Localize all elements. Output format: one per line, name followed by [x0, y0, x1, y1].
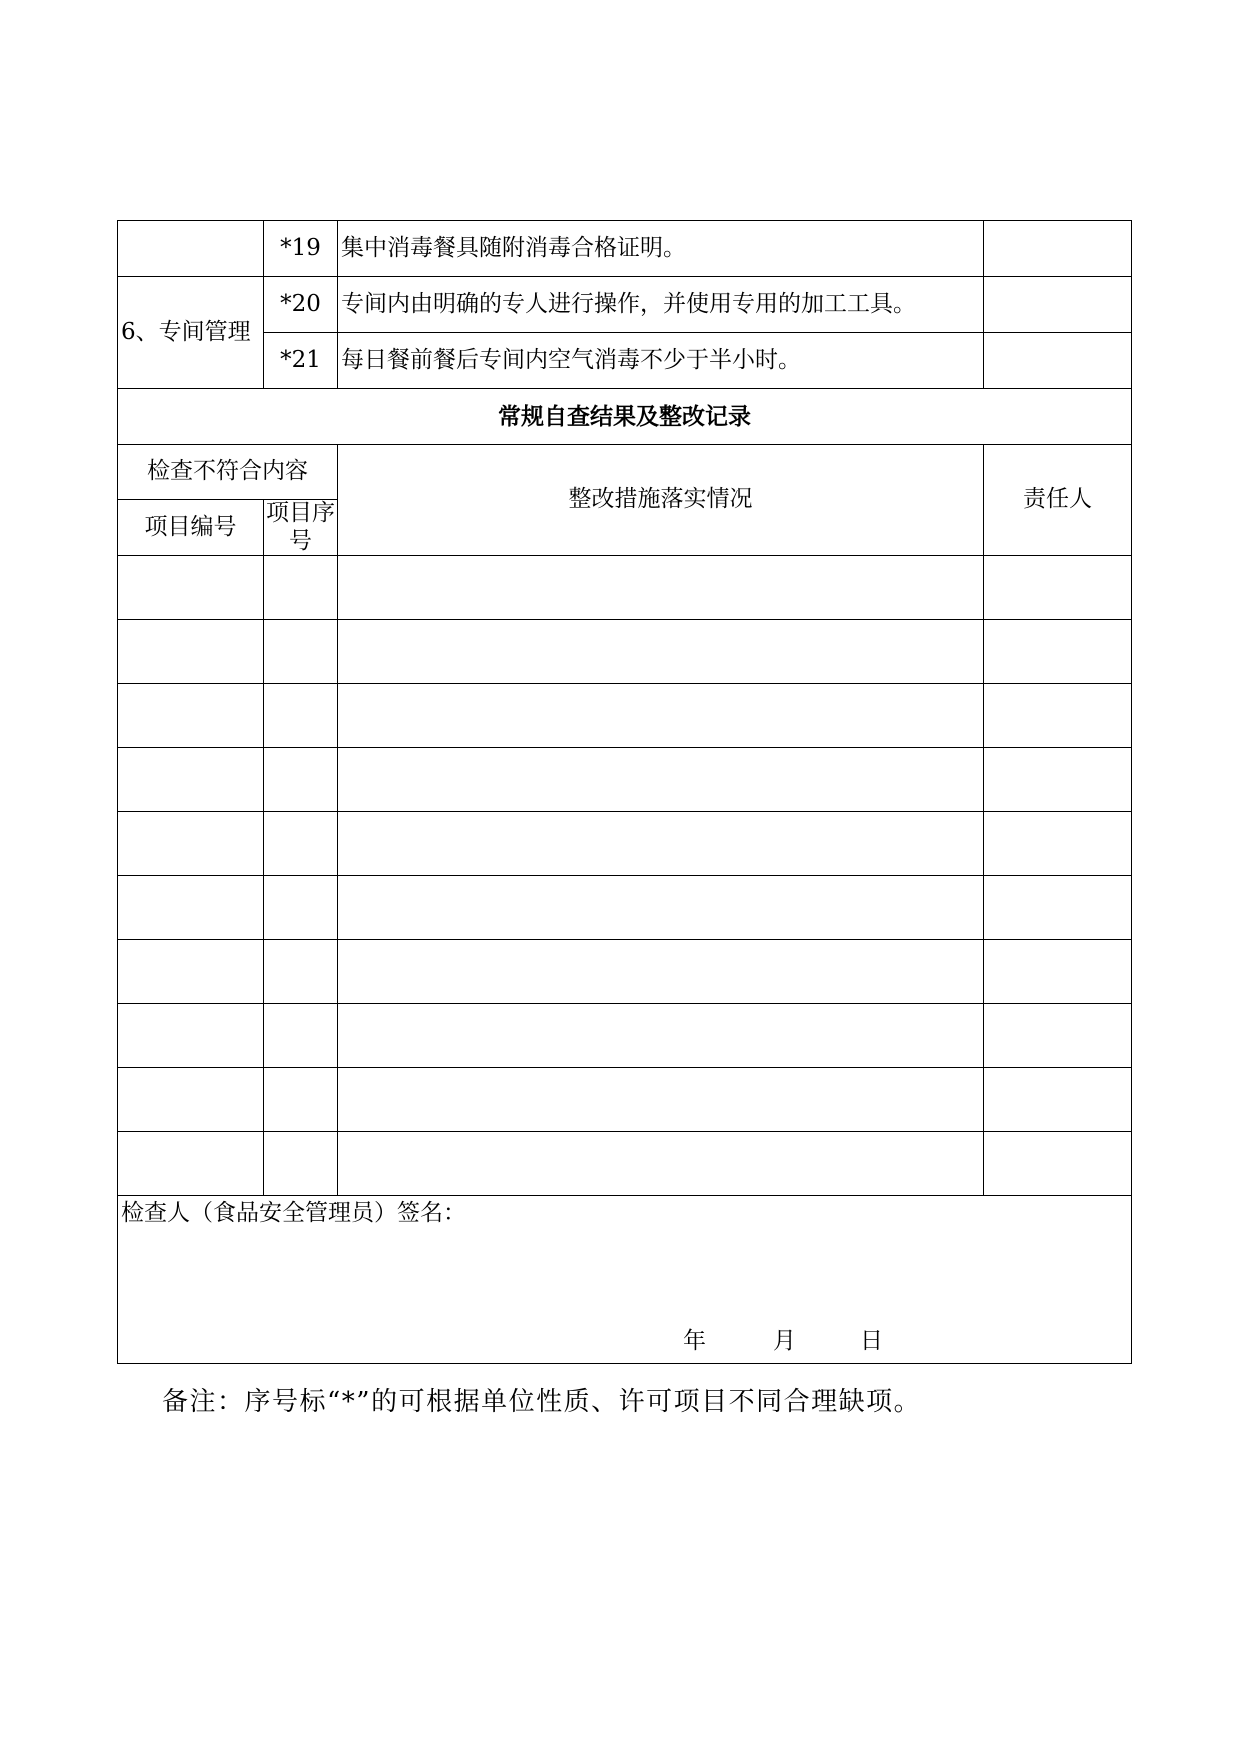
item-text: 每日餐前餐后专间内空气消毒不少于半小时。 [338, 333, 984, 389]
item-seq-cell[interactable] [264, 812, 338, 876]
responsible-cell[interactable] [984, 620, 1132, 684]
item-text: 专间内由明确的专人进行操作，并使用专用的加工工具。 [338, 277, 984, 333]
item-seq-cell[interactable] [264, 620, 338, 684]
responsible-cell[interactable] [984, 1004, 1132, 1068]
header-item-seq: 项目序号 [264, 500, 338, 556]
item-seq-cell[interactable] [264, 1004, 338, 1068]
responsible-cell[interactable] [984, 940, 1132, 1004]
record-row [118, 684, 1132, 748]
responsible-cell[interactable] [984, 812, 1132, 876]
signature-row [118, 1196, 1132, 1364]
record-row [118, 940, 1132, 1004]
measures-cell[interactable] [338, 1132, 984, 1196]
item-code-cell[interactable] [118, 620, 264, 684]
record-row [118, 748, 1132, 812]
category-cell [118, 221, 264, 277]
item-code-cell[interactable] [118, 812, 264, 876]
measures-cell[interactable] [338, 1004, 984, 1068]
header-measures: 整改措施落实情况 [338, 445, 984, 556]
record-row [118, 556, 1132, 620]
record-row [118, 1004, 1132, 1068]
inspection-table [117, 220, 1132, 1364]
item-code-cell[interactable] [118, 940, 264, 1004]
item-code-cell[interactable] [118, 1132, 264, 1196]
responsible-cell[interactable] [984, 684, 1132, 748]
date-month: 月 [773, 1328, 796, 1355]
item-seq-cell[interactable] [264, 684, 338, 748]
category-label: 6、专间管理 [118, 277, 264, 389]
item-seq-cell[interactable] [264, 876, 338, 940]
responsible-cell[interactable] [984, 1068, 1132, 1132]
item-code-cell[interactable] [118, 748, 264, 812]
section-title-row [118, 389, 1132, 445]
measures-cell[interactable] [338, 812, 984, 876]
header-item-code: 项目编号 [118, 500, 264, 556]
item-seq-cell[interactable] [264, 748, 338, 812]
item-number: *20 [264, 277, 338, 333]
item-code-cell[interactable] [118, 684, 264, 748]
item-seq-cell[interactable] [264, 1068, 338, 1132]
measures-cell[interactable] [338, 748, 984, 812]
item-seq-cell[interactable] [264, 556, 338, 620]
item-row [118, 277, 1132, 333]
measures-cell[interactable] [338, 940, 984, 1004]
item-code-cell[interactable] [118, 1068, 264, 1132]
record-rows [118, 556, 1132, 1196]
item-code-cell[interactable] [118, 556, 264, 620]
record-row [118, 1068, 1132, 1132]
measures-cell[interactable] [338, 876, 984, 940]
item-seq-cell[interactable] [264, 1132, 338, 1196]
signature-cell[interactable] [118, 1196, 1132, 1364]
record-row [118, 812, 1132, 876]
responsible-cell[interactable] [984, 748, 1132, 812]
responsible-cell[interactable] [984, 1132, 1132, 1196]
record-row [118, 620, 1132, 684]
footnote: 备注：序号标“*”的可根据单位性质、许可项目不同合理缺项。 [162, 1387, 922, 1417]
check-cell[interactable] [984, 277, 1132, 333]
check-cell[interactable] [984, 221, 1132, 277]
record-row [118, 1132, 1132, 1196]
record-row [118, 876, 1132, 940]
item-number: *21 [264, 333, 338, 389]
header-responsible: 责任人 [984, 445, 1132, 556]
measures-cell[interactable] [338, 684, 984, 748]
item-text: 集中消毒餐具随附消毒合格证明。 [338, 221, 984, 277]
responsible-cell[interactable] [984, 556, 1132, 620]
signature-label: 检查人（食品安全管理员）签名： [121, 1200, 466, 1227]
header-row [118, 445, 1132, 500]
responsible-cell[interactable] [984, 876, 1132, 940]
item-number: *19 [264, 221, 338, 277]
item-code-cell[interactable] [118, 876, 264, 940]
header-nonconform: 检查不符合内容 [118, 445, 338, 500]
date-year: 年 [683, 1328, 706, 1355]
item-code-cell[interactable] [118, 1004, 264, 1068]
measures-cell[interactable] [338, 620, 984, 684]
section-title: 常规自查结果及整改记录 [118, 389, 1132, 445]
measures-cell[interactable] [338, 1068, 984, 1132]
measures-cell[interactable] [338, 556, 984, 620]
item-row [118, 333, 1132, 389]
date-day: 日 [860, 1328, 883, 1355]
item-seq-cell[interactable] [264, 940, 338, 1004]
item-row [118, 221, 1132, 277]
check-cell[interactable] [984, 333, 1132, 389]
